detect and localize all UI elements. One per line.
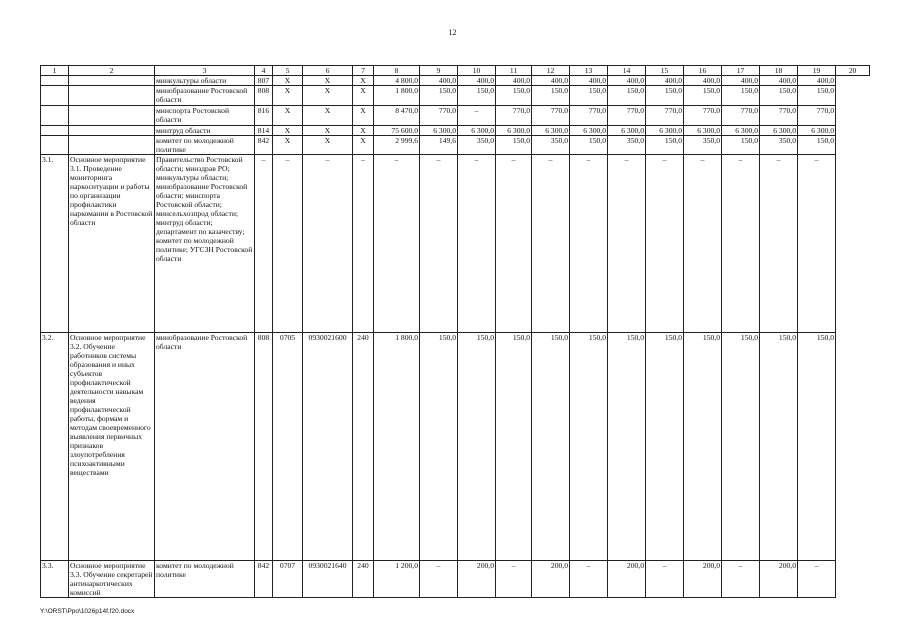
column-header: 8 — [374, 66, 420, 76]
table-cell: X — [273, 76, 303, 86]
table-row — [41, 561, 870, 598]
table-cell: 400,0 — [458, 76, 496, 86]
table-cell: 6 300,0 — [608, 126, 646, 136]
table-cell: X — [353, 106, 374, 126]
table-row — [41, 76, 870, 86]
table-cell: 400,0 — [760, 76, 798, 86]
table-cell: 6 300,0 — [532, 126, 570, 136]
column-header: 5 — [273, 66, 303, 76]
table-cell: 200,0 — [458, 561, 496, 598]
table-cell: – — [303, 155, 353, 333]
table-cell: 400,0 — [646, 76, 684, 86]
table-row — [41, 155, 870, 333]
table-cell: Основное мероприятие 3.1. Проведение мониторинга наркоситуации и работы по организации профилактики наркомании в Ростовской области — [69, 155, 155, 333]
table-cell: 3.2. — [41, 333, 69, 561]
table-cell: 150,0 — [722, 333, 760, 561]
column-header: 2 — [69, 66, 155, 76]
table-cell: 808 — [255, 86, 273, 106]
table-cell: – — [496, 155, 532, 333]
table-cell: 400,0 — [608, 76, 646, 86]
table-cell: 0705 — [273, 333, 303, 561]
column-header: 1 — [41, 66, 69, 76]
table-cell — [69, 86, 155, 106]
table-cell — [41, 136, 69, 155]
table-cell: X — [303, 76, 353, 86]
table-cell: 770,0 — [646, 106, 684, 126]
table-cell: 350,0 — [532, 136, 570, 155]
table-cell: – — [273, 155, 303, 333]
table-cell: 75 600,0 — [374, 126, 420, 136]
table-cell: 150,0 — [532, 86, 570, 106]
table-cell: комитет по молодежной политике — [155, 561, 255, 598]
table-cell: 770,0 — [684, 106, 722, 126]
table-cell: 240 — [353, 333, 374, 561]
table-cell: 8 470,0 — [374, 106, 420, 126]
table-cell: 1 200,0 — [374, 561, 420, 598]
table-cell: 150,0 — [722, 136, 760, 155]
table-cell: минтруд области — [155, 126, 255, 136]
table-cell: X — [353, 86, 374, 106]
table-cell: Основное мероприятие 3.2. Обучение работников системы образования и иных субъектов профилактической деятельности навыкам ведения профилактической работы, формам и методам своевременного выявления первичных признаков злоупотребления психоактивными веществами — [69, 333, 155, 561]
table-cell: 149,6 — [420, 136, 458, 155]
table-cell: – — [420, 155, 458, 333]
table-cell: 6 300,0 — [458, 126, 496, 136]
table-cell: 400,0 — [684, 76, 722, 86]
table-cell: – — [722, 155, 760, 333]
column-header: 17 — [722, 66, 760, 76]
table-cell: 150,0 — [420, 333, 458, 561]
table-cell: 400,0 — [532, 76, 570, 86]
table-cell: 807 — [255, 76, 273, 86]
table-cell: 150,0 — [646, 86, 684, 106]
table-cell: 150,0 — [496, 136, 532, 155]
table-cell: 3.1. — [41, 155, 69, 333]
table-cell: 150,0 — [458, 86, 496, 106]
table-row — [41, 126, 870, 136]
table-cell: минкультуры области — [155, 76, 255, 86]
column-header: 18 — [760, 66, 798, 76]
table-cell: Правительство Ростовской области; минздрав РО; минкультуры области; минобразование Ростовской области; минспорта Ростовской области; минсельхозпрод области; минтруд области; департамент по казачеству; комитет по молодежной политике; УГСЗН Ростовской области — [155, 155, 255, 333]
table-cell: 200,0 — [532, 561, 570, 598]
column-header: 12 — [532, 66, 570, 76]
table-cell: 770,0 — [798, 106, 836, 126]
table-cell: 150,0 — [760, 333, 798, 561]
header-row — [41, 66, 870, 76]
table-cell: 150,0 — [646, 333, 684, 561]
table-cell: 6 300,0 — [420, 126, 458, 136]
table-cell: – — [458, 106, 496, 126]
column-header: 16 — [684, 66, 722, 76]
table-cell: – — [684, 155, 722, 333]
table-row — [41, 106, 870, 126]
table-cell: 350,0 — [684, 136, 722, 155]
table-cell: Основное мероприятие 3.3. Обучение секретарей антинаркотических комиссий — [69, 561, 155, 598]
table-cell: 150,0 — [570, 136, 608, 155]
column-header: 4 — [255, 66, 273, 76]
table-row — [41, 333, 870, 561]
table-cell: 150,0 — [608, 333, 646, 561]
table-cell: 0707 — [273, 561, 303, 598]
table-body — [41, 66, 870, 598]
table-cell: 150,0 — [496, 86, 532, 106]
table-cell: – — [458, 155, 496, 333]
table-cell: 808 — [255, 333, 273, 561]
table-cell: 150,0 — [608, 86, 646, 106]
table-cell: 150,0 — [496, 333, 532, 561]
table-cell: X — [273, 136, 303, 155]
table-cell: 150,0 — [570, 333, 608, 561]
table-cell: – — [798, 155, 836, 333]
file-path-footer: Y:\ORST\Ppo\1026p14f.f20.docx — [40, 608, 135, 615]
table-cell: 1 800,0 — [374, 86, 420, 106]
table-row — [41, 86, 870, 106]
table-cell: 150,0 — [684, 86, 722, 106]
column-header: 13 — [570, 66, 608, 76]
table-cell: 1 800,0 — [374, 333, 420, 561]
table-cell: X — [353, 136, 374, 155]
table-cell: 6 300,0 — [798, 126, 836, 136]
table-cell: 770,0 — [496, 106, 532, 126]
table-cell: 842 — [255, 561, 273, 598]
column-header: 6 — [303, 66, 353, 76]
table-cell: X — [273, 106, 303, 126]
table-cell: 150,0 — [570, 86, 608, 106]
table-cell — [69, 76, 155, 86]
table-cell: комитет по молодежной политике — [155, 136, 255, 155]
column-header: 20 — [836, 66, 870, 76]
table-cell — [41, 106, 69, 126]
table-cell: 150,0 — [458, 333, 496, 561]
table-cell: минобразование Ростовской области — [155, 86, 255, 106]
table-cell: 6 300,0 — [646, 126, 684, 136]
page-number: 12 — [448, 28, 457, 37]
table-cell: 150,0 — [646, 136, 684, 155]
table-cell: 770,0 — [570, 106, 608, 126]
table-cell: 770,0 — [420, 106, 458, 126]
table-cell: – — [374, 155, 420, 333]
table-cell: X — [303, 126, 353, 136]
table-cell: 770,0 — [608, 106, 646, 126]
column-header: 10 — [458, 66, 496, 76]
table-cell: 240 — [353, 561, 374, 598]
table-cell: 400,0 — [722, 76, 760, 86]
table-cell — [69, 106, 155, 126]
table-cell: – — [722, 561, 760, 598]
table-cell: 814 — [255, 126, 273, 136]
table-cell: X — [273, 126, 303, 136]
table-cell: – — [570, 561, 608, 598]
column-header: 15 — [646, 66, 684, 76]
table-cell: – — [420, 561, 458, 598]
table-cell: 3.3. — [41, 561, 69, 598]
table-cell: 816 — [255, 106, 273, 126]
table-cell — [69, 136, 155, 155]
table-cell: X — [353, 76, 374, 86]
table-cell: 200,0 — [684, 561, 722, 598]
table-cell — [41, 76, 69, 86]
table-cell: минобразование Ростовской области — [155, 333, 255, 561]
table-cell: 150,0 — [684, 333, 722, 561]
table-cell: 770,0 — [532, 106, 570, 126]
table-cell: 150,0 — [532, 333, 570, 561]
table-cell: 4 800,0 — [374, 76, 420, 86]
table-cell: 770,0 — [760, 106, 798, 126]
column-header: 7 — [353, 66, 374, 76]
table-cell: – — [496, 561, 532, 598]
table-cell: – — [608, 155, 646, 333]
table-cell: 150,0 — [798, 86, 836, 106]
table-cell: 6 300,0 — [684, 126, 722, 136]
table-cell: 6 300,0 — [570, 126, 608, 136]
table-cell: 6 300,0 — [496, 126, 532, 136]
table-cell: 400,0 — [570, 76, 608, 86]
table-cell: 400,0 — [496, 76, 532, 86]
table-cell: 2 999,6 — [374, 136, 420, 155]
table-cell — [69, 126, 155, 136]
table-cell: – — [353, 155, 374, 333]
table-cell: X — [273, 86, 303, 106]
column-header: 3 — [155, 66, 255, 76]
table-cell — [41, 86, 69, 106]
column-header: 14 — [608, 66, 646, 76]
table-cell: 0930021640 — [303, 561, 353, 598]
table-cell: – — [532, 155, 570, 333]
budget-table — [40, 65, 870, 598]
column-header: 19 — [798, 66, 836, 76]
table-cell: X — [303, 136, 353, 155]
table-cell: – — [570, 155, 608, 333]
table-cell: 350,0 — [760, 136, 798, 155]
table-cell: 350,0 — [608, 136, 646, 155]
table-cell: – — [646, 155, 684, 333]
table-cell: 6 300,0 — [760, 126, 798, 136]
table-cell: минспорта Ростовской области — [155, 106, 255, 126]
column-header: 11 — [496, 66, 532, 76]
table-cell: 150,0 — [798, 333, 836, 561]
table-cell: X — [303, 106, 353, 126]
table-cell: 0930021600 — [303, 333, 353, 561]
table-row — [41, 136, 870, 155]
table-cell: 150,0 — [420, 86, 458, 106]
table-cell: 842 — [255, 136, 273, 155]
table-cell: 150,0 — [760, 86, 798, 106]
table-cell: 400,0 — [798, 76, 836, 86]
table-cell: 6 300,0 — [722, 126, 760, 136]
table-cell: – — [798, 561, 836, 598]
table-cell: 200,0 — [608, 561, 646, 598]
table-cell: 350,0 — [458, 136, 496, 155]
table-cell: – — [255, 155, 273, 333]
table-cell: 150,0 — [722, 86, 760, 106]
table-cell: – — [760, 155, 798, 333]
table-cell: 400,0 — [420, 76, 458, 86]
table-cell: X — [303, 86, 353, 106]
table-cell — [41, 126, 69, 136]
table-cell: – — [646, 561, 684, 598]
table-cell: 770,0 — [722, 106, 760, 126]
table-cell: X — [353, 126, 374, 136]
table-cell: 200,0 — [760, 561, 798, 598]
table-cell: 150,0 — [798, 136, 836, 155]
column-header: 9 — [420, 66, 458, 76]
